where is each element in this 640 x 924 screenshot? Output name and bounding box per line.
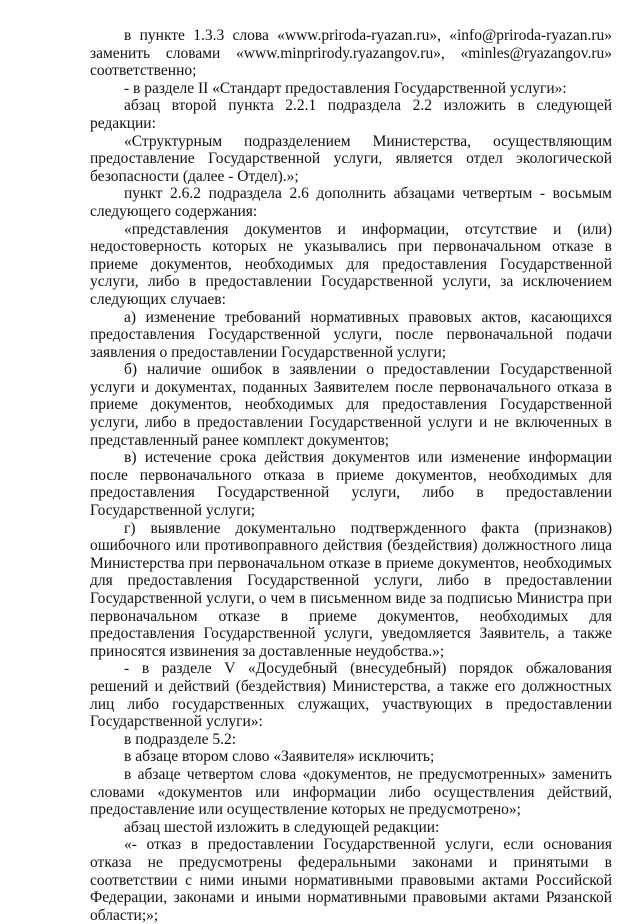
paragraph-item-a: а) изменение требований нормативных правовых актов, касающихся предоставления Государственной услуги, после первоначальной подачи заявления о предоставлении Государственной услуги;: [90, 308, 612, 361]
paragraph-5-2-second: в абзаце втором слово «Заявителя» исключить;: [124, 748, 435, 766]
paragraph-5-2-sixth-text: «- отказ в предоставлении Государственной услуги, если основания отказа не предусмотрены федеральными законами и принятыми в соответствии с ними иными нормативными правовыми актами Российской Федерации, законами и иными нормативными правовыми актами Рязанской области;»;: [90, 836, 612, 924]
paragraph-2-6-2-intro: пункт 2.6.2 подраздела 2.6 дополнить абзацами четвертым - восьмым следующего содержания:: [90, 185, 612, 220]
paragraph-2-2-1-text: «Структурным подразделением Министерства, осуществляющим предоставление Государственной услуги, является отдел экологической безопасности (далее - Отдел).»;: [90, 132, 612, 185]
paragraph-item-1-3-3-replacement: в пункте 1.3.3 слова «www.priroda-ryazan.ru», «info@priroda-ryazan.ru» заменить словами «www.minprirody.ryazangov.ru», «minles@ryazangov.ru» соответственно;: [90, 27, 612, 80]
paragraph-5-2-sixth-intro: абзац шестой изложить в следующей редакции:: [124, 818, 440, 836]
paragraph-section-ii-heading: - в разделе II «Стандарт предоставления Государственной услуги»:: [124, 79, 567, 97]
paragraph-item-v: в) истечение срока действия документов или изменение информации после первоначального отказа в приеме документов, необходимых для предоставления Государственной услуги, либо в предоставлении Государственной услуги;: [90, 449, 612, 520]
paragraph-2-2-1-intro: абзац второй пункта 2.2.1 подраздела 2.2 изложить в следующей редакции:: [90, 97, 612, 132]
paragraph-item-b: б) наличие ошибок в заявлении о предоставлении Государственной услуги и документах, поданных Заявителем после первоначального отказа в приеме документов, необходимых для предоставления Государственной услуги, либо в предоставлении Государственной услуги и не включенных в представленный ранее комплект документов;: [90, 361, 612, 449]
paragraph-item-g: г) выявление документально подтвержденного факта (признаков) ошибочного или противоправного действия (бездействия) должностного лица Министерства при первоначальном отказе в приеме документов, необходимых для предоставления Государственной услуги, либо в предоставлении Государственной услуги, о чем в письменном виде за подписью Министра при первоначальном отказе в приеме документов, необходимых для предоставления Государственной услуги, уведомляется Заявитель, а также приносятся извинения за доставленные неудобства.»;: [90, 519, 612, 660]
document-page: [90, 27, 612, 924]
paragraph-5-2-fourth: в абзаце четвертом слова «документов, не предусмотренных» заменить словами «документов или информации либо осуществления действий, предоставление или осуществление которых не предусмотрено»;: [90, 765, 612, 819]
paragraph-5-2-intro: в подразделе 5.2:: [124, 730, 237, 748]
paragraph-2-6-2-text: «представления документов и информации, отсутствие и (или) недостоверность которых не указывались при первоначальном отказе в приеме документов, необходимых для предоставления Государственной услуги, либо в предоставлении Государственной услуги, за исключением следующих случаев:: [90, 220, 612, 308]
paragraph-section-v-heading: - в разделе V «Досудебный (внесудебный) порядок обжалования решений и действий (бездействия) Министерства, а также его должностных лиц либо государственных служащих, участвующих в предоставлении Государственной услуги»:: [90, 660, 612, 731]
